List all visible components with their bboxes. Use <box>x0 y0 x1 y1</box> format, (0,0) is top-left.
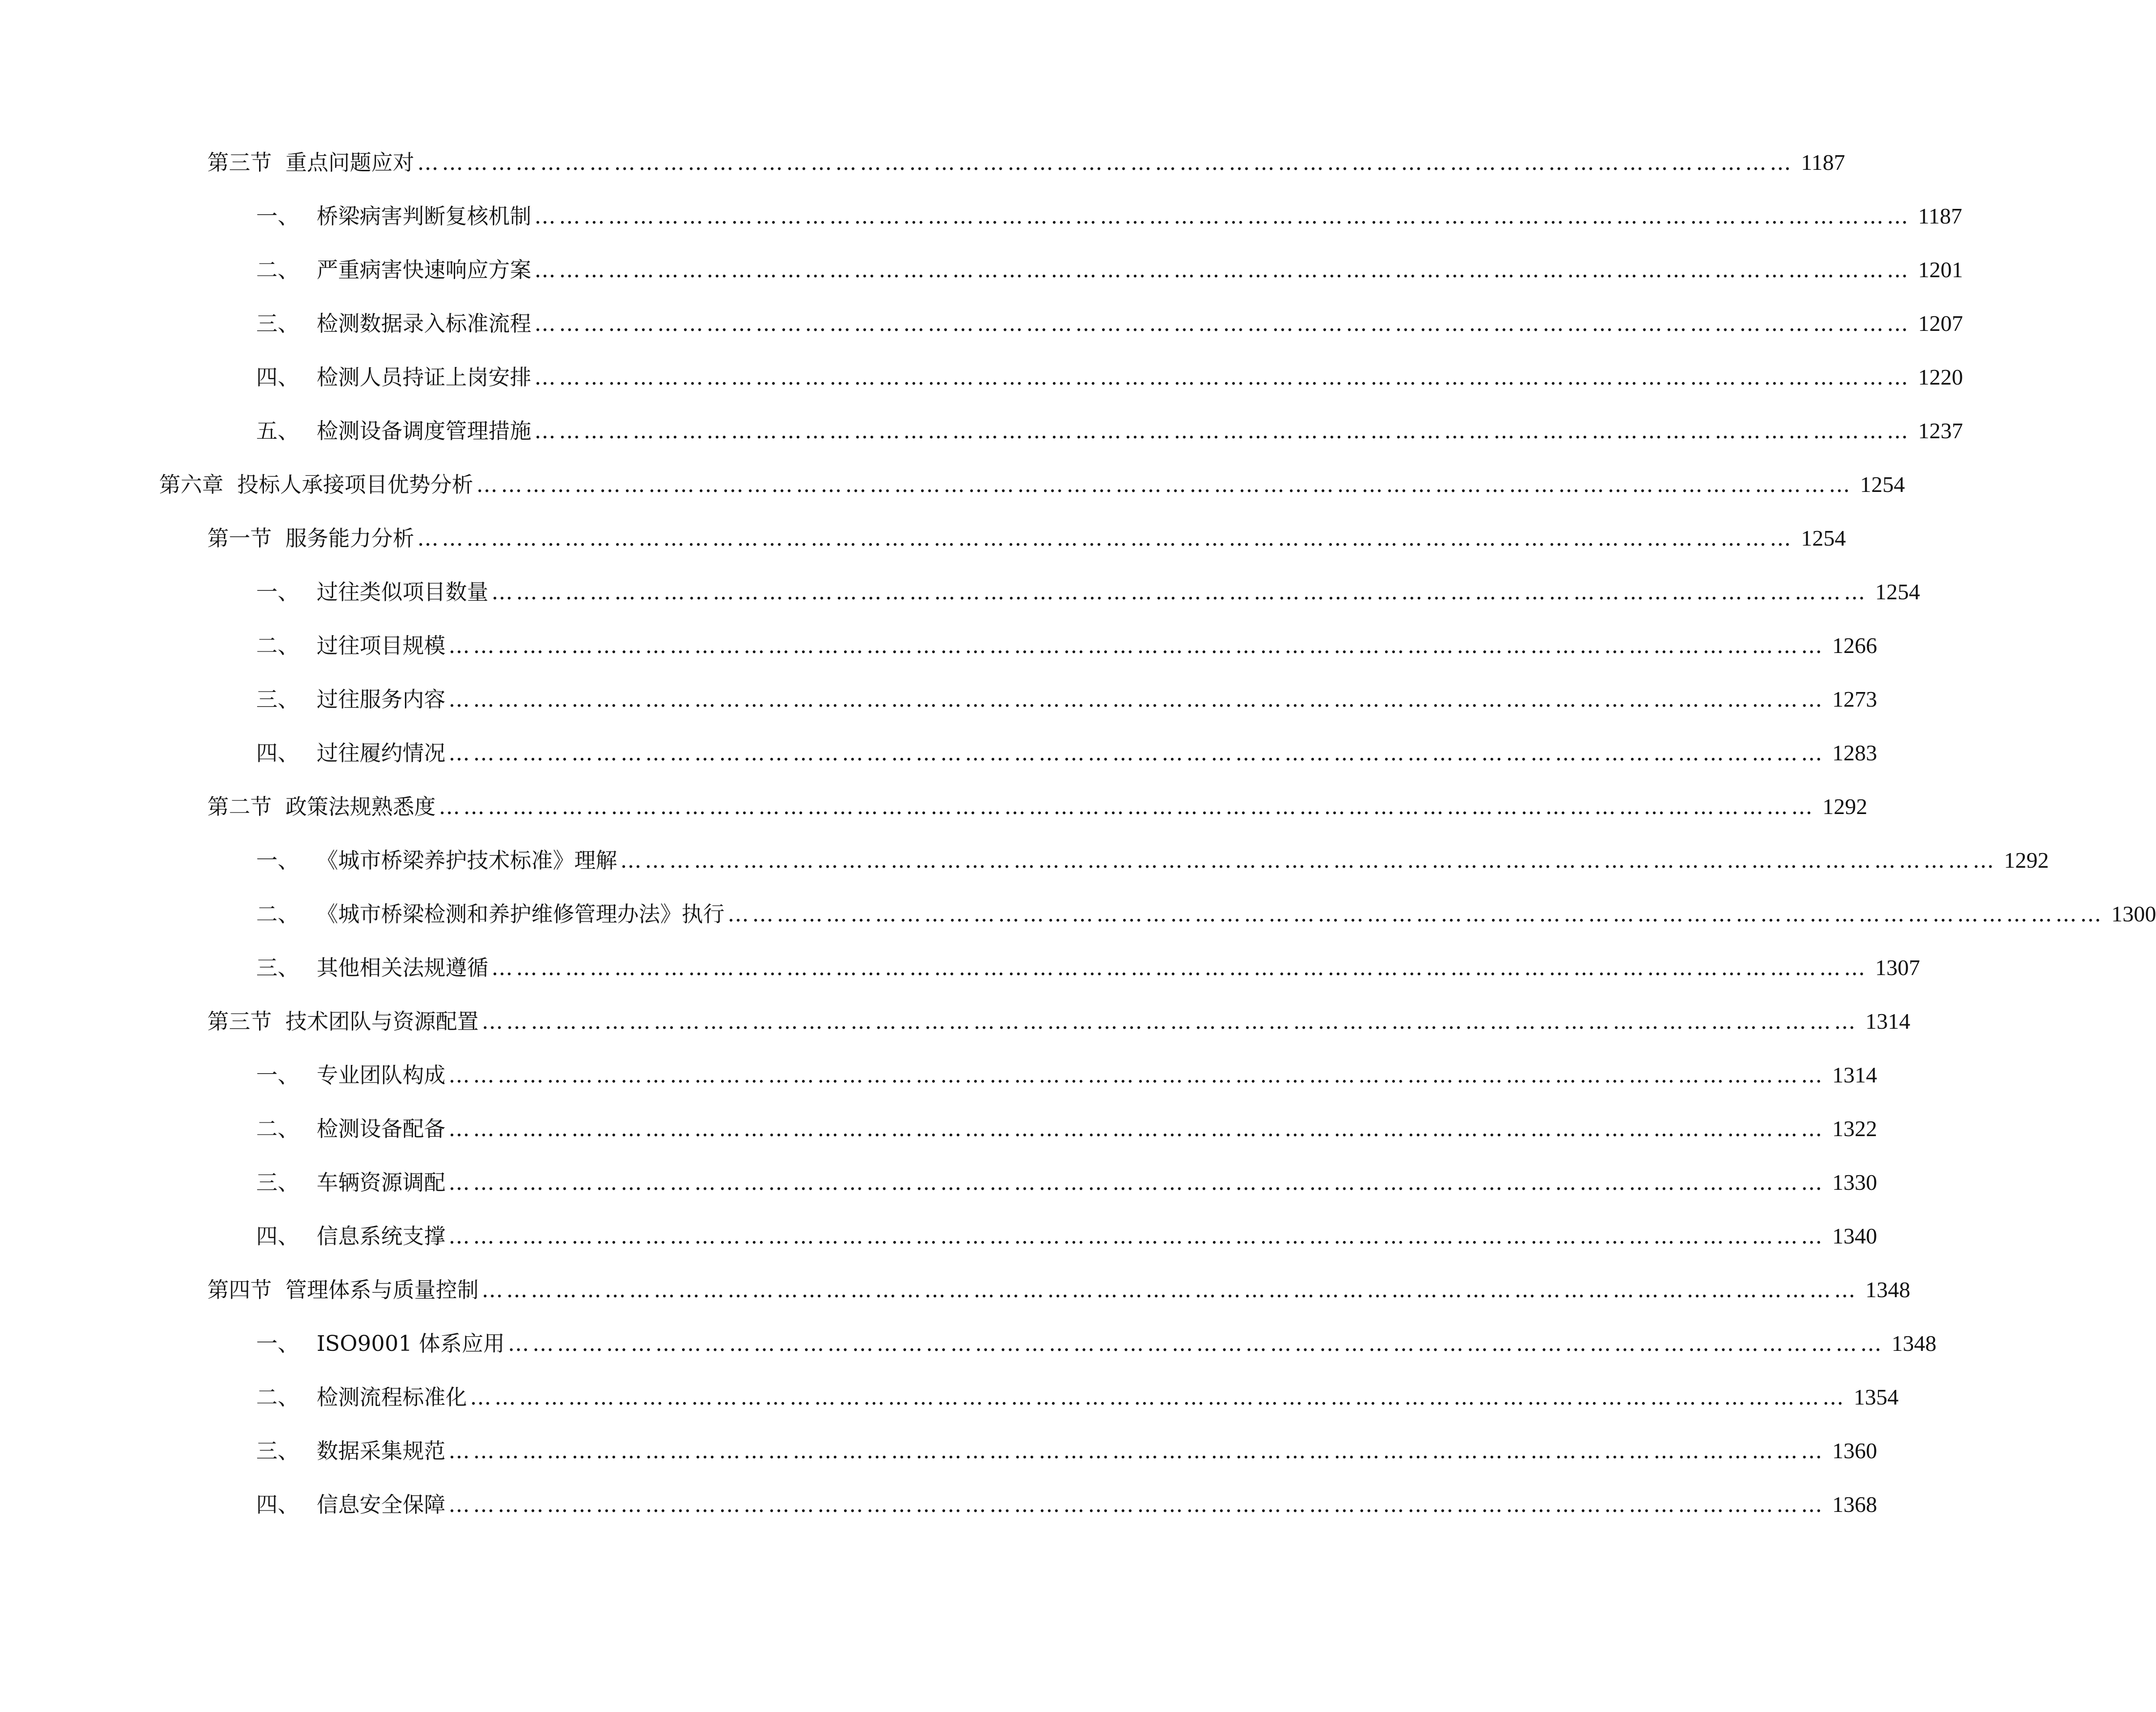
toc-page-number: 1220 <box>1918 365 1963 389</box>
toc-page-number: 1330 <box>1832 1170 1877 1195</box>
toc-dot-leader: …………………………………………………………………………………………………………………………………………………… <box>491 580 1869 605</box>
toc-entry-title: 过往项目规模 <box>317 633 445 658</box>
toc-entry-number: 二、 <box>256 1117 299 1141</box>
toc-item-entry[interactable] <box>256 736 1877 770</box>
toc-item-entry[interactable] <box>256 1058 1877 1092</box>
toc-item-entry[interactable] <box>256 306 1963 341</box>
toc-entry-title: 检测人员持证上岗安排 <box>317 365 531 390</box>
toc-entry-title: 专业团队构成 <box>317 1063 445 1088</box>
toc-page-number: 1314 <box>1865 1009 1911 1034</box>
toc-page-number: 1273 <box>1832 687 1877 712</box>
toc-item-entry[interactable] <box>256 1326 1936 1361</box>
toc-entry-title: 严重病害快速响应方案 <box>317 258 531 283</box>
toc-page-number: 1254 <box>1801 526 1846 550</box>
toc-item-entry[interactable] <box>256 253 1963 287</box>
toc-page-number: 1187 <box>1918 204 1962 228</box>
toc-entry-title: 检测数据录入标准流程 <box>317 311 531 336</box>
toc-entry-number: 四、 <box>256 1224 299 1249</box>
toc-dot-leader: …………………………………………………………………………………………………………………………………………………… <box>482 1278 1859 1303</box>
toc-page-number: 1314 <box>1832 1062 1877 1087</box>
toc-dot-leader: …………………………………………………………………………………………………………………………………………………… <box>534 204 1912 229</box>
toc-entry-number: 第四节 <box>207 1278 272 1303</box>
toc-page-number: 1237 <box>1918 418 1963 443</box>
toc-page-number: 1354 <box>1854 1385 1899 1409</box>
toc-section-entry[interactable] <box>207 145 1845 180</box>
toc-entry-number: 第六章 <box>159 472 223 497</box>
toc-item-entry[interactable] <box>256 1434 1877 1468</box>
toc-entry-number: 五、 <box>256 419 299 444</box>
toc-dot-leader: …………………………………………………………………………………………………………………………………………………… <box>448 1117 1826 1141</box>
toc-entry-number: 三、 <box>256 687 299 712</box>
toc-dot-leader: …………………………………………………………………………………………………………………………………………………… <box>439 795 1816 819</box>
toc-entry-number: 第三节 <box>207 150 272 175</box>
toc-page-number: 1348 <box>1865 1277 1911 1302</box>
toc-page-number: 1254 <box>1875 579 1920 604</box>
toc-entry-title: ISO9001 体系应用 <box>317 1331 505 1356</box>
toc-entry-title: 过往履约情况 <box>317 741 445 766</box>
toc-entry-title: 政策法规熟悉度 <box>285 795 436 819</box>
toc-dot-leader: …………………………………………………………………………………………………………………………………………………… <box>448 633 1826 658</box>
toc-item-entry[interactable] <box>256 1219 1877 1253</box>
toc-entry-title: 管理体系与质量控制 <box>285 1278 479 1303</box>
toc-entry-title: 检测设备调度管理措施 <box>317 419 531 444</box>
toc-item-entry[interactable] <box>256 897 2156 931</box>
toc-entry-number: 三、 <box>256 1439 299 1464</box>
toc-entry-title: 数据采集规范 <box>317 1439 445 1464</box>
toc-entry-title: 桥梁病害判断复核机制 <box>317 204 531 229</box>
toc-entry-number: 第一节 <box>207 526 272 551</box>
toc-page-number: 1340 <box>1832 1223 1877 1248</box>
toc-page-number: 1283 <box>1832 740 1877 765</box>
toc-dot-leader: …………………………………………………………………………………………………………………………………………………… <box>727 902 2105 927</box>
toc-section-entry[interactable] <box>207 1004 1911 1039</box>
toc-item-entry[interactable] <box>256 1165 1877 1200</box>
toc-entry-number: 二、 <box>256 1385 299 1410</box>
toc-page-number: 1266 <box>1832 633 1877 658</box>
toc-page-number: 1201 <box>1918 257 1963 282</box>
toc-entry-title: 检测流程标准化 <box>317 1385 467 1410</box>
toc-entry-title: 《城市桥梁养护技术标准》理解 <box>317 848 617 873</box>
toc-dot-leader: …………………………………………………………………………………………………………………………………………………… <box>482 1009 1859 1034</box>
toc-entry-number: 三、 <box>256 311 299 336</box>
toc-item-entry[interactable] <box>256 682 1877 716</box>
toc-dot-leader: …………………………………………………………………………………………………………………………………………………… <box>470 1385 1847 1410</box>
toc-page-number: 1254 <box>1860 472 1905 497</box>
toc-item-entry[interactable] <box>256 1488 1877 1522</box>
toc-page-number: 1292 <box>1822 794 1868 819</box>
toc-entry-number: 二、 <box>256 902 299 927</box>
toc-entry-title: 投标人承接项目优势分析 <box>237 472 473 497</box>
toc-dot-leader: …………………………………………………………………………………………………………………………………………………… <box>448 1063 1826 1088</box>
toc-dot-leader: …………………………………………………………………………………………………………………………………………………… <box>448 1224 1826 1249</box>
toc-section-entry[interactable] <box>207 521 1846 555</box>
toc-dot-leader: …………………………………………………………………………………………………………………………………………………… <box>448 741 1826 766</box>
toc-dot-leader: …………………………………………………………………………………………………………………………………………………… <box>534 419 1912 444</box>
toc-entry-number: 一、 <box>256 848 299 873</box>
toc-entry-number: 第二节 <box>207 795 272 819</box>
toc-page-number: 1307 <box>1875 955 1920 980</box>
toc-item-entry[interactable] <box>256 843 2049 877</box>
toc-dot-leader: …………………………………………………………………………………………………………………………………………………… <box>534 365 1912 390</box>
toc-entry-number: 第三节 <box>207 1009 272 1034</box>
toc-entry-number: 二、 <box>256 633 299 658</box>
toc-dot-leader: …………………………………………………………………………………………………………………………………………………… <box>448 687 1826 712</box>
toc-dot-leader: …………………………………………………………………………………………………………………………………………………… <box>417 526 1794 551</box>
toc-entry-number: 一、 <box>256 204 299 229</box>
toc-page-number: 1207 <box>1918 311 1963 336</box>
toc-entry-title: 信息系统支撑 <box>317 1224 445 1249</box>
toc-dot-leader: …………………………………………………………………………………………………………………………………………………… <box>476 472 1854 497</box>
toc-dot-leader: …………………………………………………………………………………………………………………………………………………… <box>448 1170 1826 1195</box>
toc-page-number: 1348 <box>1891 1331 1936 1356</box>
toc-dot-leader: …………………………………………………………………………………………………………………………………………………… <box>507 1331 1885 1356</box>
toc-entry-title: 《城市桥梁检测和养护维修管理办法》执行 <box>317 902 725 927</box>
toc-page-number: 1187 <box>1801 150 1845 175</box>
toc-entry-number: 四、 <box>256 1492 299 1517</box>
toc-dot-leader: …………………………………………………………………………………………………………………………………………………… <box>620 848 1997 873</box>
toc-entry-title: 其他相关法规遵循 <box>317 956 488 980</box>
toc-entry-number: 一、 <box>256 1063 299 1088</box>
toc-chapter-entry[interactable] <box>159 468 1905 502</box>
toc-page-number: 1292 <box>2004 848 2049 873</box>
toc-entry-title: 信息安全保障 <box>317 1492 445 1517</box>
toc-entry-title: 过往服务内容 <box>317 687 445 712</box>
toc-entry-title: 车辆资源调配 <box>317 1170 445 1195</box>
toc-item-entry[interactable] <box>256 360 1963 394</box>
toc-page-number: 1368 <box>1832 1492 1877 1517</box>
toc-entry-title: 重点问题应对 <box>285 150 414 175</box>
toc-dot-leader: …………………………………………………………………………………………………………………………………………………… <box>534 311 1912 336</box>
toc-page-number: 1300 <box>2111 901 2156 926</box>
toc-item-entry[interactable] <box>256 199 1962 233</box>
toc-entry-number: 一、 <box>256 580 299 605</box>
toc-entry-title: 服务能力分析 <box>285 526 414 551</box>
toc-dot-leader: …………………………………………………………………………………………………………………………………………………… <box>417 150 1794 175</box>
toc-item-entry[interactable] <box>256 1112 1877 1146</box>
toc-page-number: 1360 <box>1832 1438 1877 1463</box>
toc-entry-number: 三、 <box>256 1170 299 1195</box>
toc-entry-title: 检测设备配备 <box>317 1117 445 1141</box>
toc-entry-number: 四、 <box>256 741 299 766</box>
toc-item-entry[interactable] <box>256 629 1877 663</box>
toc-entry-title: 技术团队与资源配置 <box>285 1009 479 1034</box>
toc-item-entry[interactable] <box>256 1380 1899 1414</box>
toc-item-entry[interactable] <box>256 575 1920 609</box>
toc-dot-leader: …………………………………………………………………………………………………………………………………………………… <box>491 956 1869 980</box>
toc-dot-leader: …………………………………………………………………………………………………………………………………………………… <box>534 258 1912 283</box>
toc-page-number: 1322 <box>1832 1116 1877 1141</box>
toc-section-entry[interactable] <box>207 1273 1911 1307</box>
toc-entry-number: 四、 <box>256 365 299 390</box>
toc-item-entry[interactable] <box>256 951 1920 985</box>
toc-entry-number: 一、 <box>256 1331 299 1356</box>
toc-dot-leader: …………………………………………………………………………………………………………………………………………………… <box>448 1439 1826 1464</box>
toc-entry-title: 过往类似项目数量 <box>317 580 488 605</box>
toc-section-entry[interactable] <box>207 790 1868 824</box>
toc-item-entry[interactable] <box>256 414 1963 448</box>
toc-dot-leader: …………………………………………………………………………………………………………………………………………………… <box>448 1492 1826 1517</box>
toc-entry-number: 三、 <box>256 956 299 980</box>
toc-entry-number: 二、 <box>256 258 299 283</box>
